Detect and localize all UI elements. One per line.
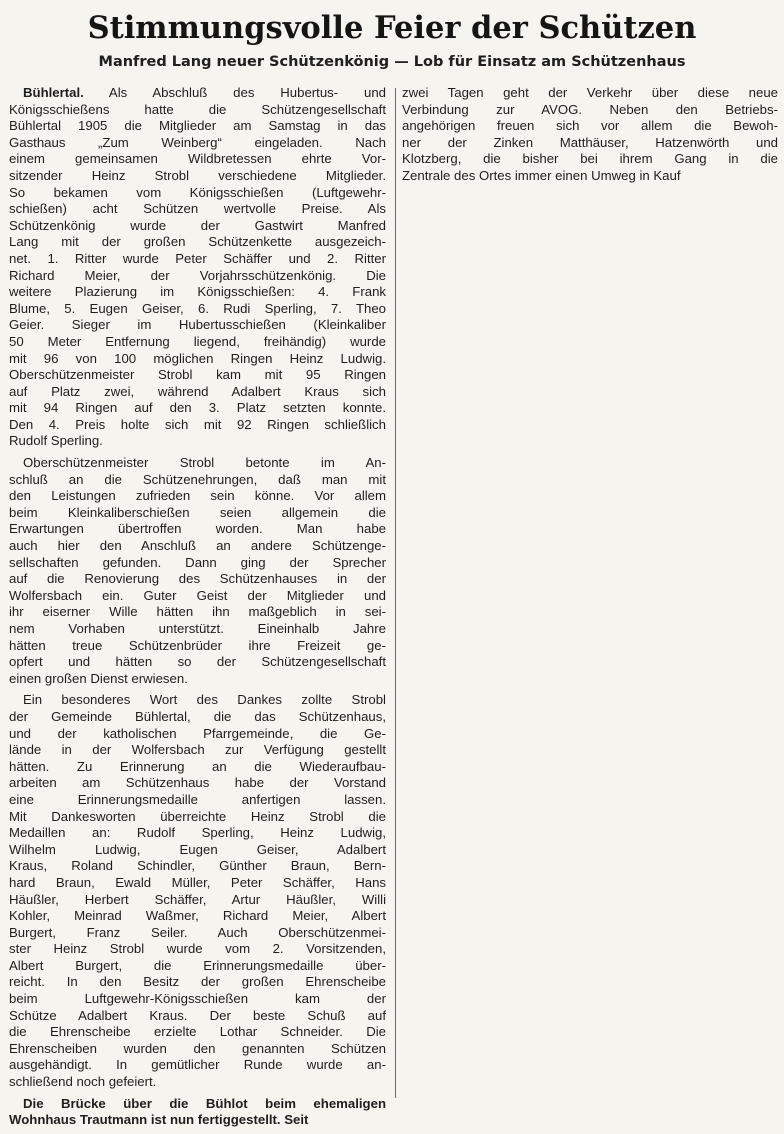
article-subheadline: Manfred Lang neuer Schützenkönig — Lob für Einsatz am Schützenhaus bbox=[98, 54, 686, 70]
text-line: Geier. Sieger im Hubertusschießen (Kleinkaliber bbox=[9, 317, 386, 333]
paragraph bbox=[9, 85, 386, 450]
text-line: mit 96 von 100 möglichen Ringen Heinz Ludwig. bbox=[9, 350, 386, 366]
text-line: Wohnhaus Trautmann ist nun fertiggestellt. Seit bbox=[9, 1112, 309, 1128]
text-line: Oberschützenmeister Strobl kam mit 95 Ringen bbox=[9, 367, 386, 383]
text-line: Richard Meier, der Vorjahrsschützenkönig. Die bbox=[9, 267, 386, 283]
text-line: Rudolf Sperling. bbox=[9, 433, 103, 449]
paragraph bbox=[9, 692, 386, 1090]
text-line: Ehrenscheiben wurden den genannten Schützen bbox=[9, 1040, 386, 1056]
text-line: Gasthaus „Zum Weinberg“ eingeladen. Nach bbox=[9, 134, 386, 150]
text-line: lände in der Wolfersbach zur Verfügung gestellt bbox=[9, 742, 386, 758]
paragraph bbox=[9, 1096, 386, 1129]
text-line: sitzender Heinz Strobl verschiedene Mitglieder. bbox=[9, 167, 386, 183]
text-line: Schützenkönig wurde der Gastwirt Manfred bbox=[9, 217, 386, 233]
text-line: einem gemeinsamen Wildbretessen ehrte Vor- bbox=[9, 151, 386, 167]
text-line: Die Brücke über die Bühlot beim ehemaligen bbox=[23, 1095, 386, 1111]
text-line: sellschaften gefunden. Dann ging der Sprecher bbox=[9, 554, 386, 570]
text-line: den Leistungen zufrieden sein könne. Vor allem bbox=[9, 488, 386, 504]
paragraph bbox=[9, 455, 386, 687]
text-line: Medaillen an: Rudolf Sperling, Heinz Ludwig, bbox=[9, 825, 386, 841]
text-line: Bühlertal 1905 die Mitglieder am Samstag in das bbox=[9, 118, 386, 134]
text-line: beim Kleinkaliberschießen seien allgemein die bbox=[9, 504, 386, 520]
text-line: auf Platz zwei, während Adalbert Kraus sich bbox=[9, 383, 386, 399]
text-line: ausgehändigt. In gemütlicher Runde wurde an- bbox=[9, 1057, 386, 1073]
text-line: auch hier den Anschluß an andere Schützenge- bbox=[9, 538, 386, 554]
text-line: hätten. Zu Erinnerung an die Wiederaufbau- bbox=[9, 758, 386, 774]
text-line: schießen) acht Schützen wertvolle Preise. Als bbox=[9, 201, 386, 217]
text-line: Wolfersbach ein. Guter Geist der Mitglieder und bbox=[9, 587, 386, 603]
text-line: schließend noch gefeiert. bbox=[9, 1074, 157, 1090]
text-line: Oberschützenmeister Strobl betonte im An- bbox=[23, 455, 386, 471]
text-line: hard Braun, Ewald Müller, Peter Schäffer, Hans bbox=[9, 874, 386, 890]
text-line: Kraus, Roland Schindler, Günther Braun, Bern- bbox=[9, 858, 386, 874]
text-line: Ein besonderes Wort des Dankes zollte Strobl bbox=[23, 692, 386, 708]
text-line: 50 Meter Entfernung liegend, freihändig) wurde bbox=[9, 333, 386, 349]
text-line: opfert und hätten so der Schützengesellschaft bbox=[9, 654, 386, 670]
text-line: Zentrale des Ortes immer einen Umweg in Kauf bbox=[402, 167, 681, 183]
text-line: Bühlertal. Als Abschluß des Hubertus- und bbox=[23, 85, 386, 100]
text-line: Königsschießens hatte die Schützengesellschaft bbox=[9, 101, 386, 117]
text-line: Erwartungen übertroffen worden. Man habe bbox=[9, 521, 386, 537]
paragraph bbox=[402, 85, 778, 185]
text-line: weitere Plazierung im Königsschießen: 4. Frank bbox=[9, 284, 386, 300]
text-line: arbeiten am Schützenhaus habe der Vorstand bbox=[9, 775, 386, 791]
text-line: hätten treue Schützenbrüder ihre Freizeit ge- bbox=[9, 637, 386, 653]
article-headline: Stimmungsvolle Feier der Schützen bbox=[87, 10, 697, 46]
text-line: Wilhelm Ludwig, Eugen Geiser, Adalbert bbox=[9, 841, 386, 857]
column-divider bbox=[395, 88, 396, 1098]
text-line: mit 94 Ringen auf den 3. Platz setzten konnte. bbox=[9, 400, 386, 416]
text-line: reicht. In den Besitz der großen Ehrenscheibe bbox=[9, 974, 386, 990]
text-line: auf die Renovierung des Schützenhauses in der bbox=[9, 571, 386, 587]
text-line: Klotzberg, die bisher bei ihrem Gang in die bbox=[402, 151, 778, 167]
text-line: Kohler, Meinrad Waßmer, Richard Meier, Albert bbox=[9, 908, 386, 924]
text-line: die Ehrenscheibe erzielte Lothar Schneider. Die bbox=[9, 1024, 386, 1040]
text-line: ster Heinz Strobl wurde vom 2. Vorsitzenden, bbox=[9, 941, 386, 957]
text-line: Lang mit der großen Schützenkette ausgezeich- bbox=[9, 234, 386, 250]
text-line: einen großen Dienst erwiesen. bbox=[9, 670, 188, 686]
text-line: ner der Zinken Matthäuser, Hatzenwörth und bbox=[402, 134, 778, 150]
text-line: angehörigen freuen sich vor allem die Bewoh- bbox=[402, 118, 778, 134]
text-line: Schütze Adalbert Kraus. Der beste Schuß auf bbox=[9, 1007, 386, 1023]
text-line: Burgert, Franz Seiler. Auch Oberschützenmei- bbox=[9, 924, 386, 940]
text-line: net. 1. Ritter wurde Peter Schäffer und 2. Ritter bbox=[9, 250, 386, 266]
text-line: So bekamen vom Königsschießen (Luftgewehr- bbox=[9, 184, 386, 200]
text-line: Blume, 5. Eugen Geiser, 6. Rudi Sperling, 7. Theo bbox=[9, 300, 386, 316]
text-line: schluß an die Schützenehrungen, daß man mit bbox=[9, 471, 386, 487]
dateline: Bühlertal. bbox=[23, 85, 84, 100]
text-line: Verbindung zur AVOG. Neben den Betriebs- bbox=[402, 101, 778, 117]
text-line: und der katholischen Pfarrgemeinde, die Ge- bbox=[9, 725, 386, 741]
text-line: Häußler, Herbert Schäffer, Artur Häußler, Willi bbox=[9, 891, 386, 907]
text-line: beim Luftgewehr-Königsschießen kam der bbox=[9, 991, 386, 1007]
text-line: nem Vorhaben unterstützt. Eineinhalb Jahre bbox=[9, 621, 386, 636]
text-line: Den 4. Preis holte sich mit 92 Ringen schließlich bbox=[9, 416, 386, 432]
text-line: Mit Dankesworten überreichte Heinz Strobl die bbox=[9, 808, 386, 824]
right-column bbox=[402, 85, 778, 190]
text-line: Albert Burgert, die Erinnerungsmedaille über- bbox=[9, 957, 386, 973]
left-column bbox=[9, 85, 386, 1134]
text-line: der Gemeinde Bühlertal, die das Schützenhaus, bbox=[9, 708, 386, 724]
text-line: eine Erinnerungsmedaille anfertigen lassen. bbox=[9, 791, 386, 807]
text-line: ihr eiserner Wille hätten ihn maßgeblich in sei- bbox=[9, 604, 386, 620]
text-line: zwei Tagen geht der Verkehr über diese neue bbox=[402, 85, 778, 100]
